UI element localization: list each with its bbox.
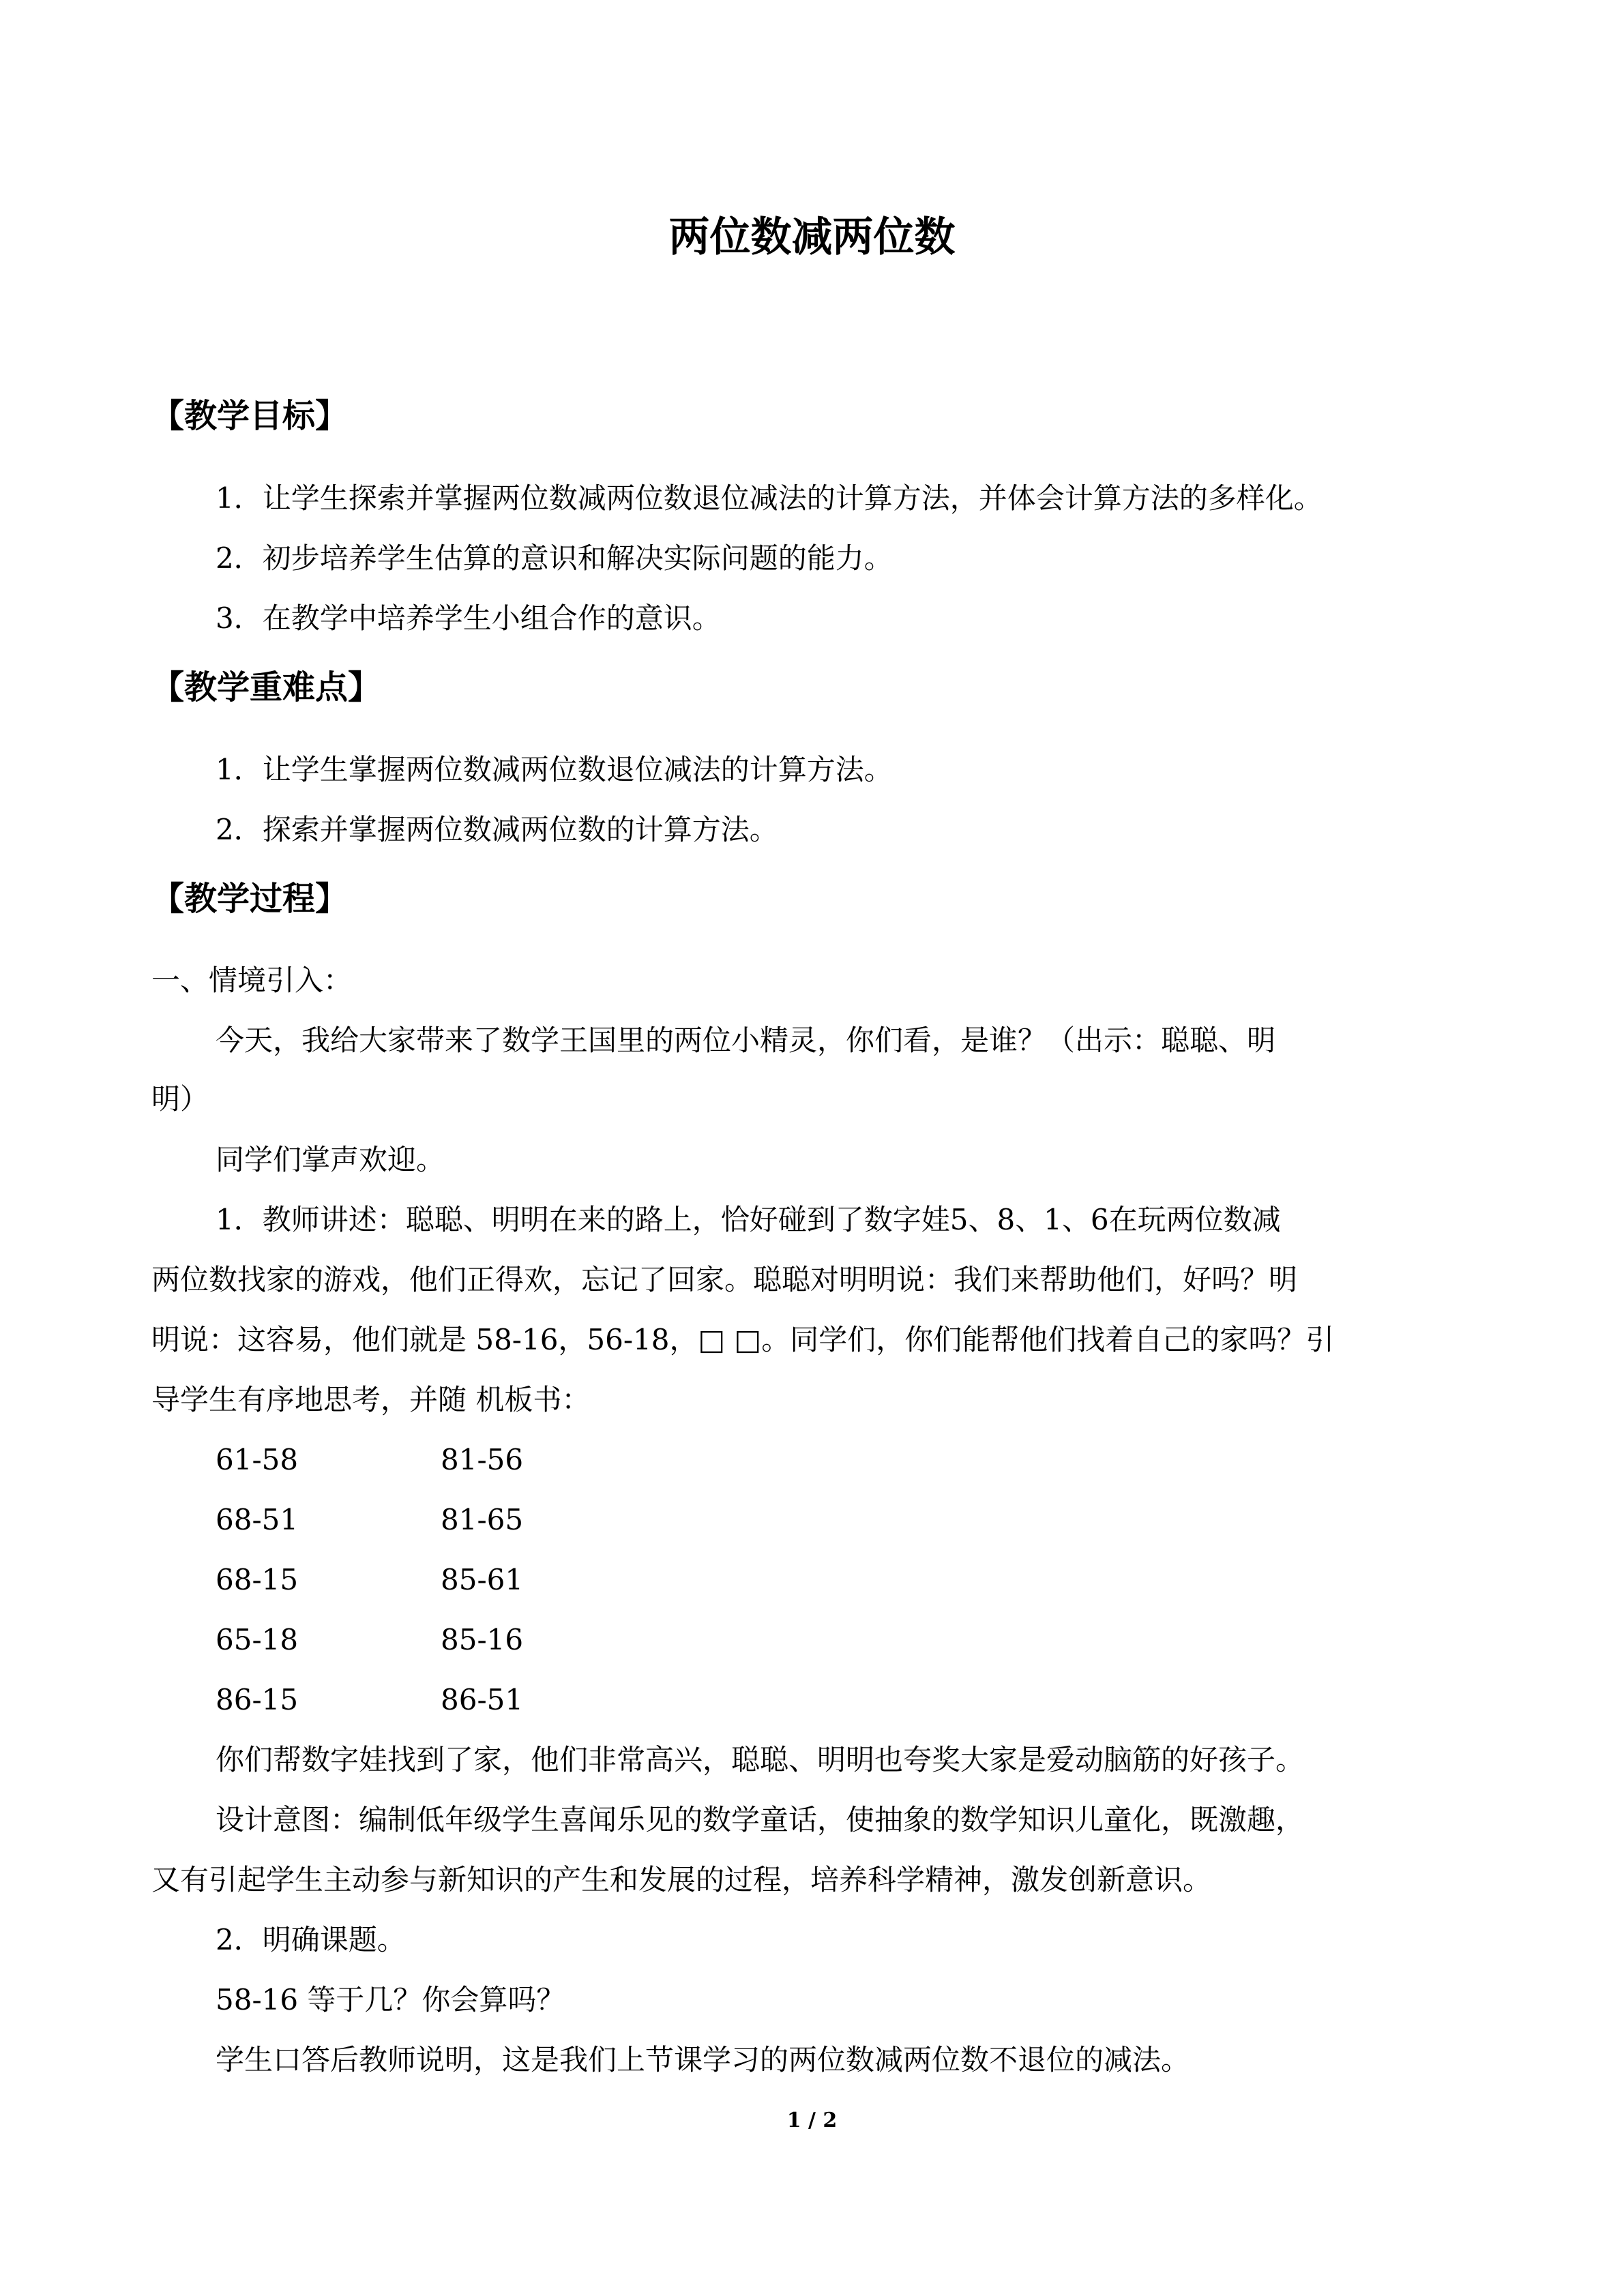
goal-item-2: 2．初步培养学生估算的意识和解决实际问题的能力。 [216, 541, 893, 575]
paragraph-design-line-2: 又有引起学生主动参与新知识的产生和发展的过程，培养科学精神，激发创新意识。 [151, 1863, 1212, 1896]
expression-left: 68-15 [216, 1563, 299, 1596]
expression-left: 86-15 [216, 1683, 299, 1716]
expression-right: 81-65 [441, 1503, 524, 1536]
paragraph-question: 58-16 等于几？你会算吗？ [216, 1983, 565, 2016]
expression-left: 68-51 [216, 1503, 299, 1536]
paragraph-story-line-4: 导学生有序地思考，并随 机板书： [151, 1383, 591, 1416]
keypoint-item-1: 1．让学生掌握两位数减两位数退位减法的计算方法。 [216, 753, 893, 786]
paragraph-explanation: 学生口答后教师说明，这是我们上节课学习的两位数减两位数不退位的减法。 [216, 2043, 1190, 2076]
part1-title: 一、情境引入： [151, 964, 353, 997]
paragraph-story-line-3: 明说：这容易，他们就是 58-16，56-18，□ □。同学们，你们能帮他们找着自己的家吗？引 [151, 1323, 1335, 1356]
paragraph-praise: 你们帮数字娃找到了家，他们非常高兴，聪聪、明明也夸奖大家是爱动脑筋的好孩子。 [216, 1743, 1305, 1776]
goal-item-3: 3．在教学中培养学生小组合作的意识。 [216, 601, 721, 635]
paragraph-welcome: 同学们掌声欢迎。 [216, 1143, 445, 1176]
expression-right: 85-61 [441, 1563, 524, 1596]
heading-keypoints: 【教学重难点】 [151, 668, 381, 706]
expression-left: 61-58 [216, 1443, 299, 1476]
expression-right: 86-51 [441, 1683, 524, 1716]
goal-item-1: 1．让学生探索并掌握两位数减两位数退位减法的计算方法，并体会计算方法的多样化。 [216, 481, 1323, 515]
expression-right: 85-16 [441, 1623, 524, 1656]
paragraph-intro-line-2: 明） [151, 1082, 209, 1116]
expression-right: 81-56 [441, 1443, 524, 1476]
expression-left: 65-18 [216, 1623, 299, 1656]
keypoint-item-2: 2．探索并掌握两位数减两位数的计算方法。 [216, 813, 778, 846]
paragraph-story-line-1: 1．教师讲述：聪聪、明明在来的路上，恰好碰到了数字娃5、8、1、6在玩两位数减 [216, 1203, 1281, 1236]
paragraph-intro-line-1: 今天，我给大家带来了数学王国里的两位小精灵，你们看，是谁？（出示：聪聪、明 [216, 1024, 1276, 1057]
page-number: 1 / 2 [786, 2108, 838, 2132]
heading-goals: 【教学目标】 [151, 397, 349, 435]
page-title: 两位数减两位数 [668, 213, 956, 261]
paragraph-design-line-1: 设计意图：编制低年级学生喜闻乐见的数学童话，使抽象的数学知识儿童化，既激趣， [216, 1803, 1305, 1836]
paragraph-story-line-2: 两位数找家的游戏，他们正得欢，忘记了回家。聪聪对明明说：我们来帮助他们，好吗？明 [151, 1263, 1298, 1296]
paragraph-topic: 2．明确课题。 [216, 1923, 406, 1956]
heading-process: 【教学过程】 [151, 880, 349, 918]
